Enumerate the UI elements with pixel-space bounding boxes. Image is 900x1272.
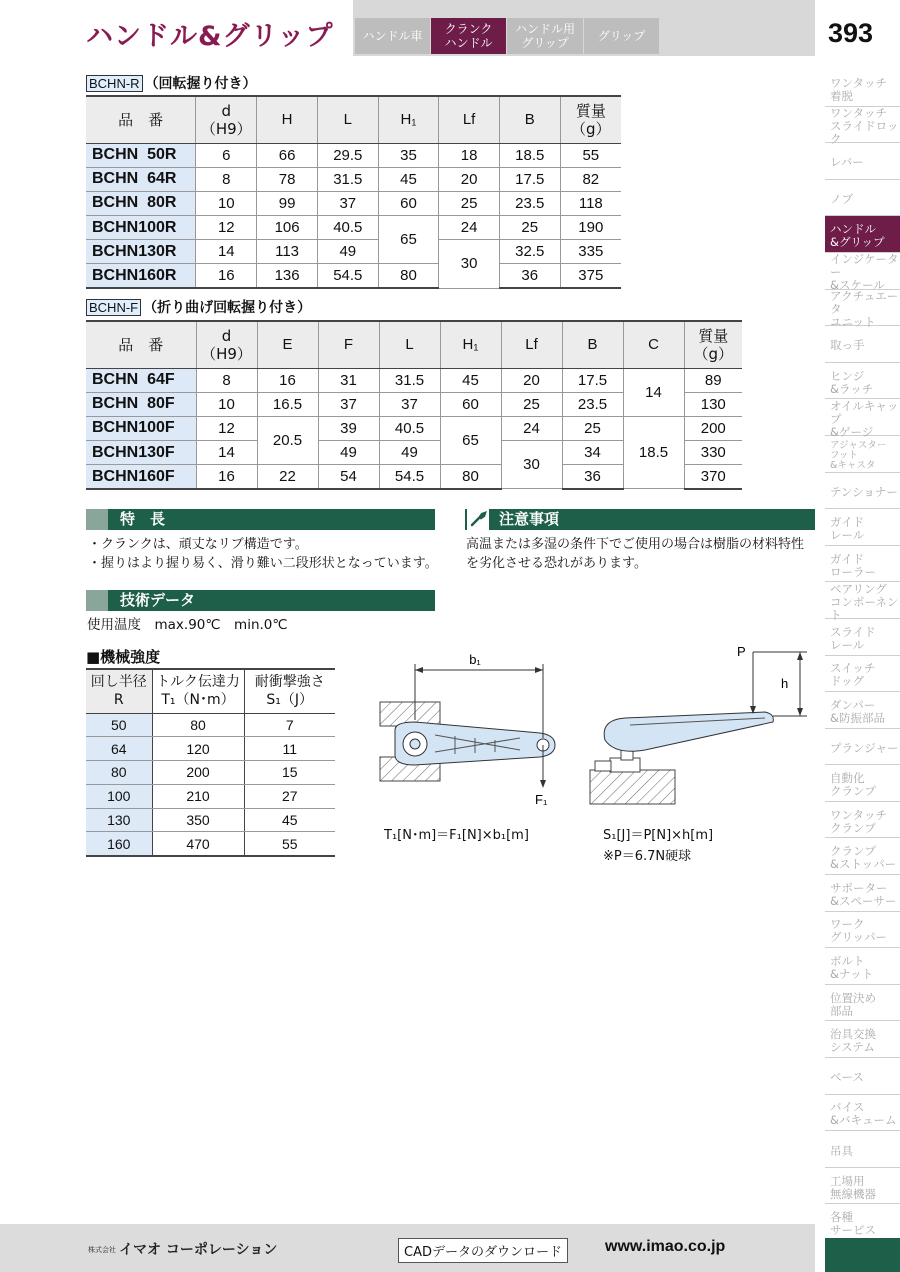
table-cell: 30 bbox=[439, 240, 500, 288]
table-cell: 16 bbox=[257, 368, 318, 392]
table-cell: 23.5 bbox=[499, 191, 560, 215]
table-cell: 370 bbox=[684, 465, 742, 489]
table-cell: 330 bbox=[684, 441, 742, 465]
table-cell: 80 bbox=[378, 264, 439, 288]
part-number: BCHN 64F bbox=[86, 368, 196, 392]
table-cell: 130 bbox=[684, 392, 742, 416]
sidebar-item-label: 各種 bbox=[830, 1210, 853, 1225]
table-cell: 45 bbox=[440, 368, 501, 392]
sidebar-item-label: 位置決め bbox=[830, 990, 876, 1005]
column-header: B bbox=[499, 96, 560, 143]
table-cell: 65 bbox=[440, 416, 501, 464]
table-cell: 20 bbox=[439, 167, 500, 191]
sidebar-item-label: ワンタッチ bbox=[830, 105, 888, 120]
table-cell: 200 bbox=[152, 761, 244, 785]
table-row bbox=[86, 167, 621, 191]
table-cell: 31.5 bbox=[379, 368, 440, 392]
page-title: ハンドル&グリップ bbox=[86, 21, 334, 52]
table-cell: 10 bbox=[196, 191, 257, 215]
sidebar-item[interactable] bbox=[825, 1131, 900, 1168]
page-number: 393 bbox=[828, 18, 874, 48]
section-subtitle: （回転握り付き） bbox=[144, 76, 257, 92]
sidebar-footer-block bbox=[825, 1238, 900, 1272]
tab-label: ハンドル車 bbox=[362, 29, 423, 43]
features-list bbox=[88, 535, 438, 573]
sidebar-item-label: システム bbox=[830, 1040, 875, 1055]
column-header: 質量 （g） bbox=[684, 321, 742, 368]
h-label: h bbox=[781, 676, 789, 691]
part-number: BCHN 80F bbox=[86, 392, 196, 416]
table-cell: 375 bbox=[560, 264, 621, 288]
sidebar-item-label: クランプ bbox=[830, 784, 876, 799]
sidebar-item-label: ボルト bbox=[830, 954, 865, 969]
website-link[interactable]: www.imao.co.jp bbox=[605, 1238, 726, 1255]
sidebar-item[interactable] bbox=[825, 363, 900, 400]
sidebar-item-label: ユニット bbox=[830, 314, 876, 329]
table-cell: 49 bbox=[379, 441, 440, 465]
table-cell: 30 bbox=[501, 441, 562, 489]
sidebar-item[interactable] bbox=[825, 1204, 900, 1241]
category-sidebar bbox=[825, 70, 900, 1241]
sidebar-item[interactable] bbox=[825, 581, 900, 622]
sidebar-item[interactable] bbox=[825, 838, 900, 875]
column-header: H₁ bbox=[440, 321, 501, 368]
table-cell: 29.5 bbox=[317, 143, 378, 167]
company-prefix: 株式会社 bbox=[88, 1246, 116, 1254]
table-cell: 470 bbox=[152, 832, 244, 856]
sidebar-item-label: 着脱 bbox=[830, 88, 853, 103]
table-cell: 11 bbox=[244, 737, 335, 761]
sidebar-item[interactable] bbox=[825, 875, 900, 912]
tab-label: クランク ハンドル bbox=[444, 22, 493, 50]
table-cell: 54.5 bbox=[317, 264, 378, 288]
table-row bbox=[86, 368, 742, 392]
tech-data-title: 技術データ bbox=[120, 591, 196, 609]
spec-table-bchn-r bbox=[86, 95, 621, 289]
sidebar-item[interactable] bbox=[825, 802, 900, 839]
sidebar-item-label: 部品 bbox=[830, 1003, 853, 1018]
sidebar-item-label: アクチュエータ bbox=[830, 288, 899, 316]
sidebar-item-label: バイス bbox=[830, 1100, 865, 1115]
sidebar-item[interactable] bbox=[825, 729, 900, 766]
caution-text: 高温または多湿の条件下でご使用の場合は樹脂の材料特性を劣化させる恐れがあります。 bbox=[466, 537, 805, 571]
table-cell: 20.5 bbox=[257, 416, 318, 464]
column-header: L bbox=[317, 96, 378, 143]
sidebar-item-label: &キャスタ bbox=[830, 459, 876, 471]
sidebar-item-label: ハンドル bbox=[830, 222, 876, 237]
sidebar-item-label: 工場用 bbox=[830, 1173, 865, 1188]
table-cell: 16 bbox=[196, 264, 257, 288]
table-cell: 15 bbox=[244, 761, 335, 785]
impact-diagram bbox=[585, 640, 815, 810]
sidebar-item-label: &ストッパー bbox=[830, 857, 897, 872]
column-header: 耐衝撃強さ S₁（J） bbox=[244, 669, 335, 713]
sidebar-item-label: フット bbox=[830, 449, 858, 461]
sidebar-item-label: レバー bbox=[830, 155, 864, 170]
tab-handle-grip[interactable] bbox=[507, 18, 584, 54]
sidebar-item[interactable] bbox=[825, 1021, 900, 1058]
table-cell: 37 bbox=[318, 392, 379, 416]
sidebar-item-label: レール bbox=[830, 637, 865, 652]
table-cell: 99 bbox=[257, 191, 318, 215]
table-cell: 34 bbox=[562, 441, 623, 465]
table-cell: 25 bbox=[562, 416, 623, 440]
model-code: BCHN-R bbox=[86, 75, 143, 92]
table-cell: 14 bbox=[623, 368, 684, 416]
section-subtitle: （折り曲げ回転握り付き） bbox=[143, 300, 312, 316]
sidebar-item-label: グリッパー bbox=[830, 930, 888, 945]
table-cell: 7 bbox=[244, 713, 335, 737]
column-header: Lf bbox=[501, 321, 562, 368]
part-number: 130 bbox=[86, 808, 152, 832]
table-row bbox=[86, 761, 335, 785]
table-cell: 45 bbox=[244, 808, 335, 832]
part-number: 64 bbox=[86, 737, 152, 761]
sidebar-item-label: ワンタッチ bbox=[830, 807, 888, 822]
torque-formula: T₁[N･m]＝F₁[N]×b₁[m] bbox=[384, 828, 529, 843]
caution-header bbox=[465, 509, 815, 530]
table-cell: 37 bbox=[379, 392, 440, 416]
company-name: イマオ コーポレーション bbox=[119, 1242, 278, 1258]
table-cell: 20 bbox=[501, 368, 562, 392]
part-number: BCHN 50R bbox=[86, 143, 196, 167]
table-cell: 35 bbox=[378, 143, 439, 167]
sidebar-item[interactable] bbox=[825, 180, 900, 217]
sidebar-item[interactable] bbox=[825, 70, 900, 107]
features-header bbox=[86, 509, 435, 530]
part-number: BCHN 64R bbox=[86, 167, 196, 191]
spec-table-bchn-f bbox=[86, 320, 742, 490]
table-cell: 36 bbox=[562, 465, 623, 489]
sidebar-item-label: 自動化 bbox=[830, 771, 865, 786]
section-title-bchn-f bbox=[86, 297, 311, 317]
column-header: 回し半径 R bbox=[86, 669, 152, 713]
column-header: L bbox=[379, 321, 440, 368]
table-cell: 24 bbox=[501, 416, 562, 440]
tab-handle-wheel[interactable] bbox=[355, 18, 431, 54]
sidebar-item-label: ワンタッチ bbox=[830, 75, 888, 90]
tab-label: ハンドル用 グリップ bbox=[514, 22, 575, 50]
features-title: 特 長 bbox=[120, 510, 166, 528]
sidebar-item-label: インジケーター bbox=[830, 252, 899, 280]
sidebar-item[interactable] bbox=[825, 619, 900, 656]
sidebar-item-label: テンショナー bbox=[830, 484, 898, 499]
table-cell: 37 bbox=[317, 191, 378, 215]
table-cell: 190 bbox=[560, 216, 621, 240]
sidebar-item-label: &スペーサー bbox=[830, 893, 897, 908]
table-cell: 31 bbox=[318, 368, 379, 392]
table-cell: 12 bbox=[196, 416, 257, 440]
table-cell: 17.5 bbox=[562, 368, 623, 392]
sidebar-item-label: &グリップ bbox=[830, 235, 885, 250]
table-cell: 45 bbox=[378, 167, 439, 191]
table-row bbox=[86, 240, 621, 264]
b1-label: b₁ bbox=[469, 652, 481, 667]
table-cell: 118 bbox=[560, 191, 621, 215]
caution-title: 注意事項 bbox=[499, 510, 560, 528]
strength-title: ■機械強度 bbox=[86, 648, 161, 666]
sidebar-item-label: スライドロック bbox=[830, 118, 899, 146]
sidebar-item-label: ベース bbox=[830, 1070, 864, 1085]
table-cell: 25 bbox=[499, 216, 560, 240]
sidebar-item-label: 治具交換 bbox=[830, 1027, 876, 1042]
p-label: P bbox=[737, 644, 746, 659]
part-number: BCHN130R bbox=[86, 240, 196, 264]
table-cell: 78 bbox=[257, 167, 318, 191]
tab-label: グリップ bbox=[597, 29, 646, 43]
table-cell: 82 bbox=[560, 167, 621, 191]
part-number: BCHN 80R bbox=[86, 191, 196, 215]
table-cell: 120 bbox=[152, 737, 244, 761]
sidebar-item-label: ガイド bbox=[830, 551, 865, 566]
tech-data-header bbox=[86, 590, 435, 611]
table-row bbox=[86, 191, 621, 215]
table-cell: 60 bbox=[378, 191, 439, 215]
table-cell: 80 bbox=[152, 713, 244, 737]
part-number: BCHN160R bbox=[86, 264, 196, 288]
sidebar-item[interactable] bbox=[825, 1095, 900, 1132]
sidebar-item-label: ノブ bbox=[830, 192, 853, 207]
sidebar-item-label: ガイド bbox=[830, 514, 865, 529]
sidebar-item[interactable] bbox=[825, 216, 900, 253]
sidebar-item-label: ヒンジ bbox=[830, 368, 865, 383]
table-cell: 40.5 bbox=[317, 216, 378, 240]
feature-item: ・握りはより握り易く、滑り難い二段形状となっています。 bbox=[88, 556, 438, 571]
table-cell: 18.5 bbox=[623, 416, 684, 489]
sidebar-item-label: クランプ bbox=[830, 820, 876, 835]
section-square-icon bbox=[86, 509, 108, 530]
table-row bbox=[86, 713, 335, 737]
table-cell: 25 bbox=[439, 191, 500, 215]
column-header: C bbox=[623, 321, 684, 368]
column-header: 品 番 bbox=[86, 96, 196, 143]
table-cell: 24 bbox=[439, 216, 500, 240]
column-header: H₁ bbox=[378, 96, 439, 143]
table-cell: 40.5 bbox=[379, 416, 440, 440]
part-number: 100 bbox=[86, 784, 152, 808]
sidebar-item-label: ローラー bbox=[830, 564, 876, 579]
sidebar-item-label: ダンパー bbox=[830, 697, 876, 712]
table-cell: 80 bbox=[440, 465, 501, 489]
torque-diagram bbox=[375, 650, 575, 810]
table-cell: 55 bbox=[244, 832, 335, 856]
column-header: E bbox=[257, 321, 318, 368]
tab-grip[interactable] bbox=[584, 18, 660, 54]
model-code: BCHN-F bbox=[86, 299, 141, 316]
table-cell: 8 bbox=[196, 167, 257, 191]
table-cell: 39 bbox=[318, 416, 379, 440]
sidebar-item-label: コンポーネント bbox=[830, 594, 899, 622]
table-cell: 16.5 bbox=[257, 392, 318, 416]
sidebar-item[interactable] bbox=[825, 107, 900, 144]
sidebar-item-label: ワーク bbox=[830, 917, 865, 932]
table-cell: 210 bbox=[152, 784, 244, 808]
sidebar-item-label: &ナット bbox=[830, 967, 874, 982]
sidebar-item[interactable] bbox=[825, 656, 900, 693]
part-number: 160 bbox=[86, 832, 152, 856]
strength-table bbox=[86, 668, 335, 857]
feature-item: ・クランクは、頑丈なリブ構造です。 bbox=[88, 537, 308, 552]
table-row bbox=[86, 737, 335, 761]
table-cell: 136 bbox=[257, 264, 318, 288]
sidebar-item[interactable] bbox=[825, 509, 900, 546]
sidebar-item[interactable] bbox=[825, 326, 900, 363]
table-cell: 8 bbox=[196, 368, 257, 392]
sidebar-item-label: &バキューム bbox=[830, 1113, 897, 1128]
impact-note: ※P＝6.7N硬球 bbox=[603, 849, 692, 864]
part-number: BCHN100R bbox=[86, 216, 196, 240]
table-cell: 89 bbox=[684, 368, 742, 392]
sidebar-item-label: スライド bbox=[830, 624, 876, 639]
table-row bbox=[86, 784, 335, 808]
table-cell: 10 bbox=[196, 392, 257, 416]
section-title-bchn-r bbox=[86, 73, 257, 93]
column-header: 品 番 bbox=[86, 321, 196, 368]
sidebar-item-label: 吊具 bbox=[830, 1143, 853, 1158]
table-row bbox=[86, 264, 621, 288]
sidebar-item-label: アジャスター bbox=[830, 439, 887, 451]
table-row bbox=[86, 416, 742, 440]
part-number: 80 bbox=[86, 761, 152, 785]
sidebar-item-label: &スケール bbox=[830, 278, 885, 293]
sidebar-item-label: ベアリング bbox=[830, 581, 887, 596]
table-cell: 200 bbox=[684, 416, 742, 440]
table-cell: 60 bbox=[440, 392, 501, 416]
part-number: BCHN100F bbox=[86, 416, 196, 440]
sidebar-item-label: 取っ手 bbox=[830, 338, 865, 353]
sidebar-item[interactable] bbox=[825, 1168, 900, 1205]
section-square-icon bbox=[86, 590, 108, 611]
f1-label: F₁ bbox=[535, 792, 548, 807]
table-cell: 36 bbox=[499, 264, 560, 288]
company-logo bbox=[88, 1239, 277, 1259]
table-cell: 54 bbox=[318, 465, 379, 489]
sidebar-item[interactable] bbox=[825, 436, 900, 473]
sidebar-item-label: サービス bbox=[830, 1223, 876, 1238]
table-cell: 66 bbox=[257, 143, 318, 167]
sidebar-item-label: ドッグ bbox=[830, 674, 865, 689]
sidebar-item[interactable] bbox=[825, 546, 900, 583]
column-header: Lf bbox=[439, 96, 500, 143]
sidebar-item-label: プランジャー bbox=[830, 740, 899, 755]
sidebar-item-label: レール bbox=[830, 527, 865, 542]
column-header: F bbox=[318, 321, 379, 368]
table-cell: 65 bbox=[378, 216, 439, 264]
table-cell: 14 bbox=[196, 441, 257, 465]
sidebar-item[interactable] bbox=[825, 143, 900, 180]
table-cell: 14 bbox=[196, 240, 257, 264]
part-number: BCHN160F bbox=[86, 465, 196, 489]
column-header: B bbox=[562, 321, 623, 368]
table-cell: 6 bbox=[196, 143, 257, 167]
sidebar-item[interactable] bbox=[825, 290, 900, 327]
sidebar-item[interactable] bbox=[825, 948, 900, 985]
table-cell: 22 bbox=[257, 465, 318, 489]
table-row bbox=[86, 832, 335, 856]
sidebar-item-label: サポーター bbox=[830, 880, 888, 895]
sidebar-item[interactable] bbox=[825, 398, 900, 439]
table-cell: 25 bbox=[501, 392, 562, 416]
sidebar-item[interactable] bbox=[825, 912, 900, 949]
column-header: d （H9） bbox=[196, 96, 257, 143]
sidebar-item[interactable] bbox=[825, 1058, 900, 1095]
sidebar-item-label: 無線機器 bbox=[830, 1186, 876, 1201]
table-cell: 27 bbox=[244, 784, 335, 808]
sidebar-item-label: オイルキャップ bbox=[830, 398, 899, 426]
table-cell: 32.5 bbox=[499, 240, 560, 264]
table-row bbox=[86, 216, 621, 240]
column-header: d （H9） bbox=[196, 321, 257, 368]
column-header: 質量 （g） bbox=[560, 96, 621, 143]
table-row bbox=[86, 143, 621, 167]
operating-temperature: 使用温度 max.90℃ min.0℃ bbox=[87, 617, 288, 633]
table-cell: 113 bbox=[257, 240, 318, 264]
table-cell: 55 bbox=[560, 143, 621, 167]
part-number: BCHN130F bbox=[86, 441, 196, 465]
table-cell: 335 bbox=[560, 240, 621, 264]
table-cell: 12 bbox=[196, 216, 257, 240]
sidebar-item[interactable] bbox=[825, 473, 900, 510]
table-cell: 18 bbox=[439, 143, 500, 167]
table-cell: 54.5 bbox=[379, 465, 440, 489]
table-cell: 31.5 bbox=[317, 167, 378, 191]
impact-formula: S₁[J]＝P[N]×h[m] bbox=[603, 828, 714, 843]
table-cell: 16 bbox=[196, 465, 257, 489]
sidebar-item-label: スイッチ bbox=[830, 661, 876, 676]
sidebar-item[interactable] bbox=[825, 985, 900, 1022]
part-number: 50 bbox=[86, 713, 152, 737]
table-cell: 49 bbox=[317, 240, 378, 264]
sidebar-item-label: &防振部品 bbox=[830, 710, 885, 725]
table-cell: 23.5 bbox=[562, 392, 623, 416]
wrench-icon bbox=[467, 509, 489, 530]
table-cell: 350 bbox=[152, 808, 244, 832]
sidebar-item[interactable] bbox=[825, 765, 900, 802]
table-cell: 106 bbox=[257, 216, 318, 240]
table-cell: 18.5 bbox=[499, 143, 560, 167]
table-row bbox=[86, 808, 335, 832]
table-cell: 17.5 bbox=[499, 167, 560, 191]
column-header: トルク伝達力 T₁（N･m） bbox=[152, 669, 244, 713]
sidebar-item-label: &ラッチ bbox=[830, 381, 874, 396]
cad-download-button[interactable]: CADデータのダウンロード bbox=[398, 1238, 568, 1263]
sidebar-item[interactable] bbox=[825, 252, 900, 293]
table-cell: 49 bbox=[318, 441, 379, 465]
tab-crank-handle[interactable] bbox=[431, 18, 507, 54]
sidebar-item[interactable] bbox=[825, 692, 900, 729]
column-header: H bbox=[257, 96, 318, 143]
sidebar-item-label: &ゲージ bbox=[830, 424, 874, 439]
sidebar-item-label: クランプ bbox=[830, 844, 876, 859]
